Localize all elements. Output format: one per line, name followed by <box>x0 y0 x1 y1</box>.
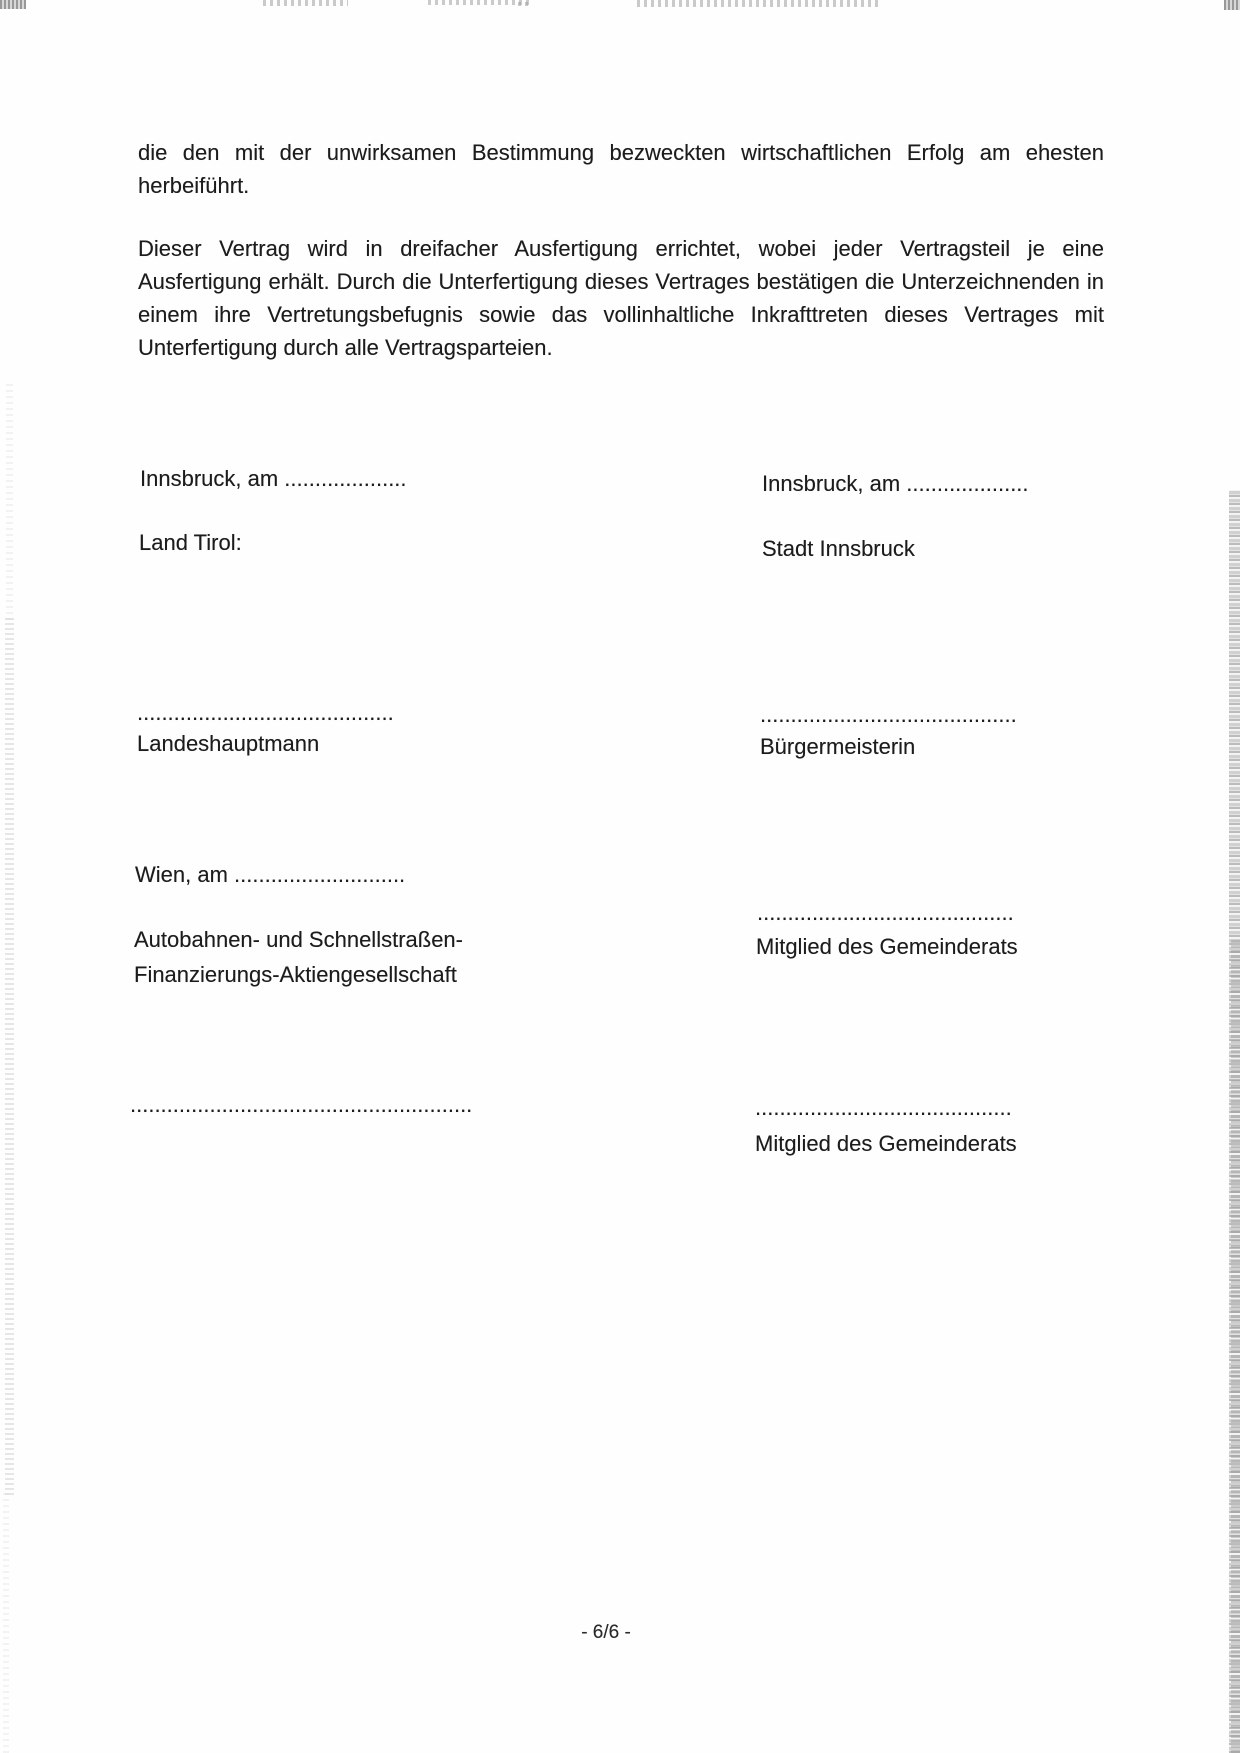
signature-role-gemeinderat-2: Mitglied des Gemeinderats <box>755 1131 1017 1156</box>
signature-date-left-innsbruck: Innsbruck, am .................... <box>140 466 407 491</box>
paragraph-2-line-2: Ausfertigung erhält. Durch die Unterfertigung dieses Vertrages bestätigen die Unterzeichnenden in <box>138 269 1104 294</box>
signature-line-buergermeisterin: .......................................... <box>760 702 1017 727</box>
signature-date-left-wien: Wien, am ............................ <box>135 862 406 887</box>
scan-artifact-top-3 <box>518 2 532 6</box>
scan-artifact-top-1 <box>263 0 348 6</box>
scan-artifact-top-right <box>1224 0 1240 10</box>
signature-party-stadt-innsbruck: Stadt Innsbruck <box>762 536 915 561</box>
scan-artifact-right-band <box>1229 490 1240 1753</box>
signature-role-gemeinderat-1: Mitglied des Gemeinderats <box>756 934 1018 959</box>
signature-party-asfinag-line-2: Finanzierungs-Aktiengesellschaft <box>134 962 457 987</box>
signature-line-gemeinderat-2: .......................................... <box>755 1095 1012 1120</box>
scan-artifact-left-band <box>5 615 14 1495</box>
scan-artifact-top-2 <box>428 0 533 5</box>
scan-artifact-left-band-upper <box>6 380 13 620</box>
paragraph-1-line-2: herbeiführt. <box>138 173 250 198</box>
paragraph-1-line-1: die den mit der unwirksamen Bestimmung bezweckten wirtschaftlichen Erfolg am ehesten <box>138 140 1104 165</box>
scan-artifact-top-left <box>0 0 26 9</box>
signature-line-gemeinderat-1: .......................................... <box>757 900 1014 925</box>
paragraph-2-line-3: einem ihre Vertretungsbefugnis sowie das vollinhaltliche Inkrafttreten dieses Vertrages mit <box>138 302 1104 327</box>
signature-party-land-tirol: Land Tirol: <box>139 530 242 555</box>
signature-role-landeshauptmann: Landeshauptmann <box>137 731 320 756</box>
scan-artifact-top-4 <box>637 0 882 7</box>
signature-date-right-innsbruck: Innsbruck, am .................... <box>762 471 1029 496</box>
signature-party-asfinag-line-1: Autobahnen- und Schnellstraßen- <box>134 927 463 952</box>
signature-line-asfinag: ........................................................ <box>130 1092 473 1117</box>
signature-line-landeshauptmann: .......................................... <box>137 700 394 725</box>
scan-artifact-right-band-dark <box>1231 940 1240 1753</box>
paragraph-2-line-1: Dieser Vertrag wird in dreifacher Ausfertigung errichtet, wobei jeder Vertragsteil je eine <box>138 236 1104 261</box>
paragraph-2-line-4: Unterfertigung durch alle Vertragsparteien. <box>138 335 553 360</box>
page-number: - 6/6 - <box>581 1622 631 1643</box>
signature-role-buergermeisterin: Bürgermeisterin <box>760 734 916 759</box>
